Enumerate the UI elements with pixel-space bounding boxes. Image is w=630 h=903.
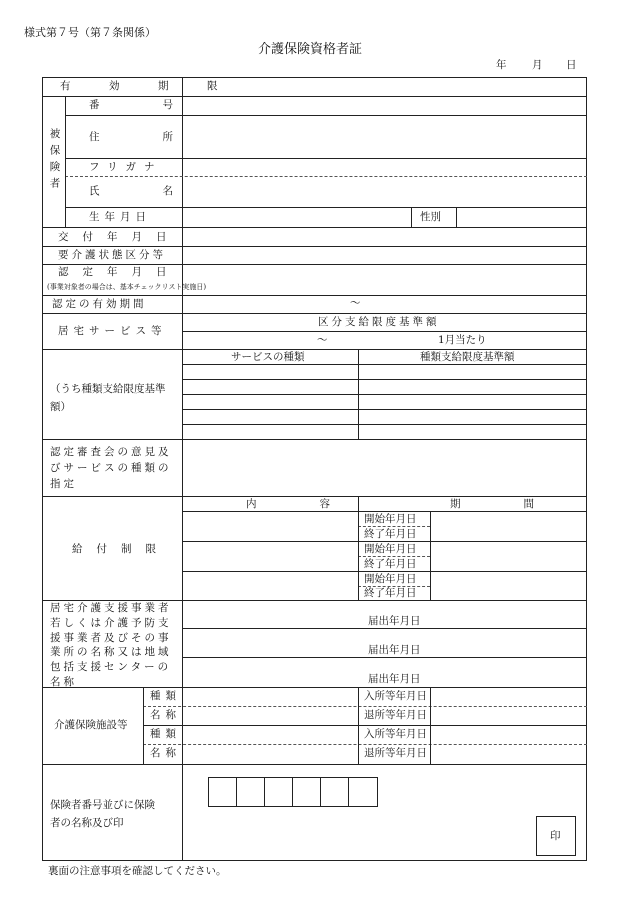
furigana-dash (65, 176, 587, 177)
benefit-divider (358, 496, 359, 600)
hline (182, 379, 587, 380)
issue-date-label: 交付年月日 (58, 231, 181, 243)
validity-label: 有 効 期 限 (60, 80, 232, 92)
hline (182, 657, 587, 658)
limit-tilde: ～ (317, 334, 328, 346)
type-limit-amount-header: 種類支給限度基準額 (420, 351, 515, 363)
hline (42, 264, 587, 265)
period-header: 期 間 (450, 498, 548, 510)
page-title: 介護保険資格者証 (258, 42, 363, 57)
hline (143, 725, 587, 726)
end-date-label: 終了年月日 (364, 558, 417, 570)
furigana-label: フリガナ (89, 161, 163, 173)
hline (42, 439, 587, 440)
facility-label: 介護保険施設等 (54, 719, 128, 731)
discharge-date-label: 退所等年月日 (364, 747, 427, 759)
insurer-number-box[interactable] (236, 777, 265, 807)
period-dash (358, 556, 430, 557)
date-day-label: 日 (566, 59, 577, 71)
facility-dash (143, 744, 587, 745)
insurer-number-box[interactable] (292, 777, 321, 807)
facility-date-left (358, 687, 359, 764)
benefit-limit-label: 給付制限 (72, 543, 170, 555)
type-limit-label: （うち種類支給限度基準額） (50, 383, 166, 413)
facility-name-label: 名称 (150, 747, 181, 759)
insurer-label: 保険者番号並びに保険者の名称及び印 (50, 799, 155, 829)
seal-label: 印 (550, 830, 561, 842)
limit-header: 区分支給限度基準額 (318, 316, 440, 328)
hline (182, 511, 587, 512)
admission-date-label: 入所等年月日 (364, 690, 427, 702)
notify-date-label: 届出年月日 (368, 673, 421, 685)
facility-name-label: 名称 (150, 709, 181, 721)
date-month-label: 月 (532, 59, 543, 71)
cert-period-label: 認定の有効期間 (52, 298, 147, 310)
footer-note: 裏面の注意事項を確認してください。 (48, 865, 227, 877)
hline (42, 246, 587, 247)
hline (42, 227, 587, 228)
insurer-number-box[interactable] (348, 777, 378, 807)
start-date-label: 開始年月日 (364, 573, 417, 585)
cert-date-note: (事業対象者の場合は、基本チェックリスト実施日) (47, 283, 207, 291)
hline (65, 158, 587, 159)
hline (182, 409, 587, 410)
facility-kind-label: 種類 (150, 690, 181, 702)
notify-date-label: 届出年月日 (368, 615, 421, 627)
gender-divider-right (456, 207, 457, 227)
gender-label: 性別 (420, 211, 441, 223)
number-label: 番 号 (89, 99, 187, 111)
hline (182, 331, 587, 332)
gender-divider-left (411, 207, 412, 227)
form-number: 様式第７号（第７条関係） (24, 26, 156, 39)
hline (65, 115, 587, 116)
hline (42, 764, 587, 765)
end-date-label: 終了年月日 (364, 587, 417, 599)
name-label: 氏 名 (89, 185, 187, 197)
period-dash (358, 526, 430, 527)
facility-inner-divider (143, 687, 144, 764)
insurer-number-box[interactable] (208, 777, 237, 807)
hline (182, 424, 587, 425)
end-date-label: 終了年月日 (364, 528, 417, 540)
admission-date-label: 入所等年月日 (364, 728, 427, 740)
cert-period-tilde: ～ (350, 297, 361, 309)
hline (42, 496, 587, 497)
insured-group-label: 被保険者 (48, 128, 61, 194)
notify-date-label: 届出年月日 (368, 644, 421, 656)
insurer-number-box[interactable] (264, 777, 293, 807)
home-service-label: 居宅サービス等 (58, 325, 167, 337)
facility-dash (143, 706, 587, 707)
hline (42, 96, 587, 97)
opinion-label: 認定審査会の意見及びサービスの種類の指定 (50, 446, 172, 490)
per-month-label: 1月当たり (438, 334, 487, 346)
address-label: 住 所 (89, 131, 187, 143)
facility-date-right (430, 687, 431, 764)
hline (182, 394, 587, 395)
care-level-label: 要介護状態区分等 (58, 249, 166, 261)
start-date-label: 開始年月日 (364, 543, 417, 555)
discharge-date-label: 退所等年月日 (364, 709, 427, 721)
hline (65, 207, 587, 208)
start-date-label: 開始年月日 (364, 513, 417, 525)
hline (42, 313, 587, 314)
hline (42, 295, 587, 296)
hline (182, 364, 587, 365)
insured-divider (65, 96, 66, 227)
hline (182, 541, 587, 542)
date-year-label: 年 (496, 59, 507, 71)
content-header: 内 容 (246, 498, 344, 510)
birthdate-label: 生年月日 (89, 211, 151, 223)
care-support-label: 居宅介護支援事業者若しくは介護予防支援事業者及びその事業所の名称又は地域包括支援センターの名称 (50, 602, 172, 688)
insurer-number-box[interactable] (320, 777, 349, 807)
hline (182, 571, 587, 572)
hline (182, 628, 587, 629)
cert-date-label: 認定年月日 (58, 266, 181, 278)
facility-kind-label: 種類 (150, 728, 181, 740)
hline (42, 349, 587, 350)
service-divider (358, 349, 359, 439)
benefit-date-divider (430, 511, 431, 600)
service-type-header: サービスの種類 (231, 351, 305, 363)
